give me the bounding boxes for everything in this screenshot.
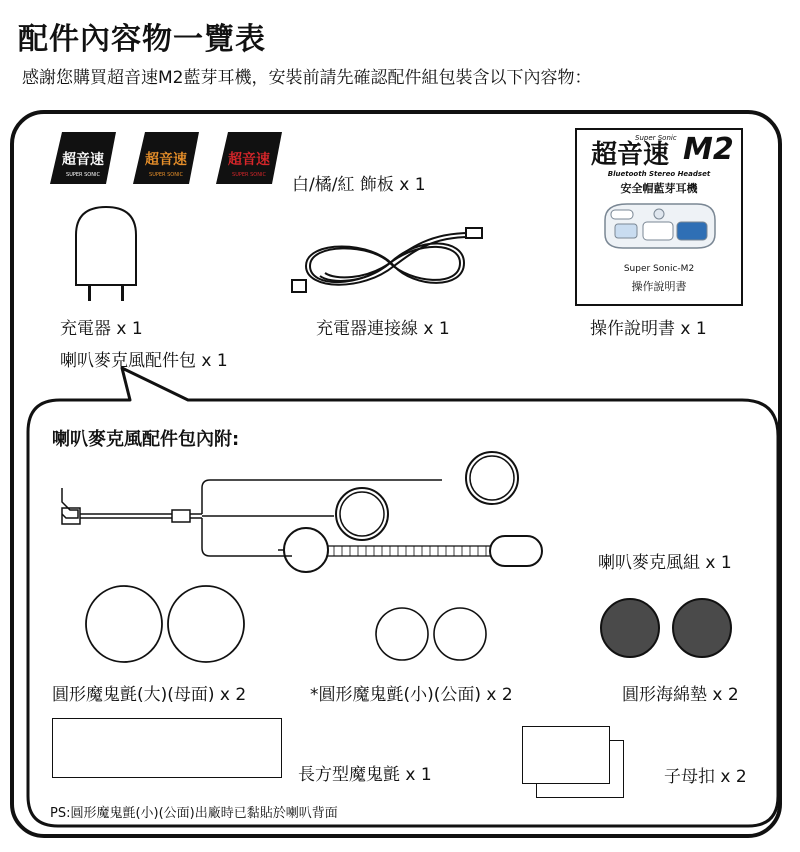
manual-model-full: Super Sonic-M2	[623, 264, 695, 274]
manual-logo: 超音速	[591, 140, 670, 170]
manual-tagline: Bluetooth Stereo Headset	[607, 170, 711, 178]
velcro-large-label: 圓形魔鬼氈(大)(母面) x 2	[52, 685, 247, 705]
page-title: 配件內容物一覽表	[18, 22, 266, 57]
velcro-rect-label: 長方型魔鬼氈 x 1	[298, 765, 432, 785]
velcro-rect-graphic	[52, 718, 282, 778]
charger-label: 充電器 x 1	[60, 319, 143, 339]
plate-sub-white: SUPER SONIC	[66, 172, 100, 178]
plate-logo-orange: 超音速	[145, 152, 187, 168]
mic-pack-label: 喇叭麥克風配件包 x 1	[60, 351, 228, 371]
page-subtitle: 感謝您購買超音速M2藍芽耳機，安裝前請先確認配件組包裝含以下內容物：	[22, 68, 592, 88]
plate-logo-red: 超音速	[228, 152, 270, 168]
manual-label: 操作說明書 x 1	[590, 319, 707, 339]
speaker-mic-graphic	[52, 448, 552, 582]
footnote: PS:圓形魔鬼氈(小)(公面)出廠時已黏貼於喇叭背面	[50, 806, 338, 821]
plates-label: 白/橘/紅 飾板 x 1	[292, 175, 426, 195]
speaker-mic-label: 喇叭麥克風組 x 1	[598, 553, 732, 573]
plate-sub-red: SUPER SONIC	[232, 172, 266, 178]
manual-model: M2	[683, 132, 734, 167]
sponge-graphic	[598, 596, 748, 662]
velcro-small-graphic	[374, 606, 504, 666]
snap-sheet-front	[522, 726, 610, 784]
pack-title: 喇叭麥克風配件包內附:	[52, 429, 240, 450]
manual-brand-small: Super Sonic	[635, 134, 677, 142]
manual-doc-name: 操作說明書	[631, 280, 687, 293]
plate-sub-orange: SUPER SONIC	[149, 172, 183, 178]
snap-label: 子母扣 x 2	[664, 767, 747, 787]
velcro-small-label: *圓形魔鬼氈(小)(公面) x 2	[310, 685, 513, 705]
manual-title-zh: 安全帽藍芽耳機	[620, 182, 698, 195]
plate-logo-white: 超音速	[62, 152, 104, 168]
sponge-label: 圓形海綿墊 x 2	[622, 685, 739, 705]
velcro-large-graphic	[84, 582, 254, 666]
cable-label: 充電器連接線 x 1	[316, 319, 450, 339]
